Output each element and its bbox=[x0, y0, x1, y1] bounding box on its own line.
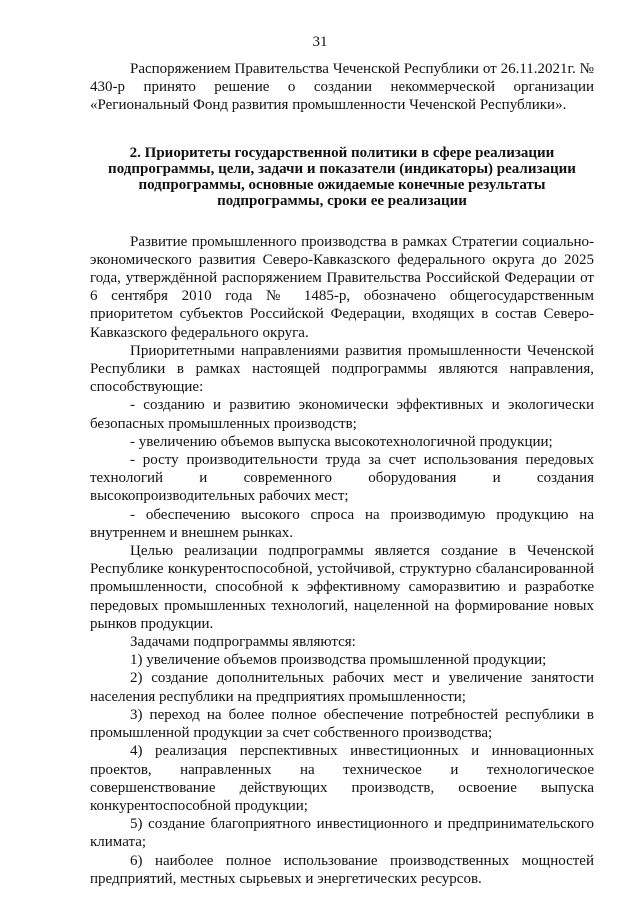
list-item: 2) создание дополнительных рабочих мест и увеличение занятости населения республики на предприятиях промышленности; bbox=[90, 670, 594, 705]
list-item: 3) переход на более полное обеспечение потребностей республики в промышленной продукции за счет собственного производства; bbox=[90, 706, 594, 742]
page-number: 31 bbox=[312, 34, 328, 50]
paragraph: Развитие промышленного производства в рамках Стратегии социально-экономического развития Северо-Кавказского федерального округа до 2025 года, утверждённой распоряжением Правительства Российской Федерации от 6 сентября 2010 года № 1485-р, обозначено общегосударственным приоритетом субъектов Российской Федерации, входящих в состав Северо-Кавказского федерального округа. bbox=[90, 233, 594, 341]
list-item: 1) увеличение объемов производства промышленной продукции; bbox=[130, 652, 547, 669]
paragraph: Приоритетными направлениями развития промышленности Чеченской Республики в рамках настоящей подпрограммы являются направления, способствующие: bbox=[90, 342, 594, 396]
page-content bbox=[90, 60, 594, 888]
list-item: - обеспечению высокого спроса на производимую продукцию на внутреннем и внешнем рынках. bbox=[90, 506, 594, 541]
list-item: 4) реализация перспективных инвестиционных и инновационных проектов, направленных на техническое и технологическое совершенствование действующих производств, освоение выпуска конкурентоспособной продукции; bbox=[90, 743, 594, 814]
list-item: - созданию и развитию экономически эффективных и экологически безопасных промышленных производств; bbox=[90, 397, 594, 432]
list-item: - увеличению объемов выпуска высокотехнологичной продукции; bbox=[130, 433, 553, 450]
list-item: 5) создание благоприятного инвестиционного и предпринимательского климата; bbox=[90, 816, 594, 851]
intro-paragraph: Распоряжением Правительства Чеченской Республики от 26.11.2021г. № 430-р принято решение о создании некоммерческой организации «Региональный Фонд развития промышленности Чеченской Республики». bbox=[90, 61, 594, 114]
section-heading: 2. Приоритеты государственной политики в сфере реализации подпрограммы, цели, задачи и показатели (индикаторы) реализации подпрограммы, основные ожидаемые конечные результаты подпрограммы, сроки ее реализации bbox=[108, 144, 576, 209]
list-item: - росту производительности труда за счет использования передовых технологий и современного оборудования и создания высокопроизводительных рабочих мест; bbox=[90, 452, 594, 505]
paragraph: Целью реализации подпрограммы является создание в Чеченской Республике конкурентоспособной, устойчивой, структурно сбалансированной промышленности, способной к эффективному саморазвитию и разработке передовых промышленных технологий, нацеленной на формирование новых рынков продукции. bbox=[90, 543, 594, 632]
paragraph: Задачами подпрограммы являются: bbox=[130, 634, 356, 651]
list-item: 6) наиболее полное использование производственных мощностей предприятий, местных сырьевых и энергетических ресурсов. bbox=[90, 852, 594, 887]
